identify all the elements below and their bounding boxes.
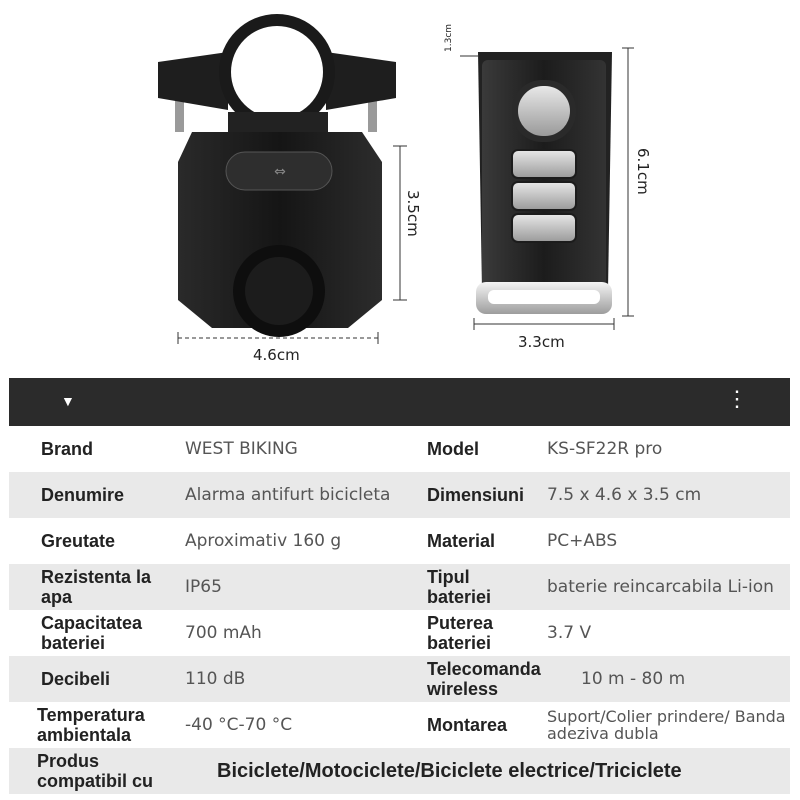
spec-value: 10 m - 80 m xyxy=(581,669,686,689)
alarm-width-label: 4.6cm xyxy=(253,346,300,364)
spec-value: PC+ABS xyxy=(547,531,618,551)
spec-label: Capacitatea bateriei xyxy=(41,613,143,653)
spec-value: 3.7 V xyxy=(547,623,592,643)
spec-value: -40 °C-70 °C xyxy=(185,715,293,735)
table-row xyxy=(9,472,790,518)
spec-label: Decibeli xyxy=(41,669,111,689)
table-row xyxy=(9,702,790,748)
spec-value: Suport/Colier prindere/ Banda adeziva dubla xyxy=(547,707,786,743)
table-row xyxy=(9,564,790,610)
table-row xyxy=(9,426,790,472)
specs-table xyxy=(9,426,790,794)
spec-value: 110 dB xyxy=(185,669,246,689)
remote-height-label: 6.1cm xyxy=(634,148,652,195)
spec-value: Alarma antifurt bicicleta xyxy=(185,485,391,505)
spec-value: Aproximativ 160 g xyxy=(185,531,342,551)
spec-value: IP65 xyxy=(185,577,222,597)
compatibility-value: Biciclete/Motociclete/Biciclete electrice/Triciclete xyxy=(217,759,682,782)
table-row xyxy=(9,748,790,794)
spec-value: KS-SF22R pro xyxy=(547,439,663,459)
spec-value: baterie reincarcabila Li-ion xyxy=(547,577,774,597)
alarm-height-label: 3.5cm xyxy=(404,190,422,237)
spec-value: WEST BIKING xyxy=(185,439,298,459)
remote-thickness-label: 1.3cm xyxy=(444,23,454,52)
table-row xyxy=(9,518,790,564)
spec-label: Dimensiuni xyxy=(427,485,525,505)
spec-label: Telecomanda wireless xyxy=(427,659,541,699)
remote-width-label: 3.3cm xyxy=(518,333,565,351)
spec-label: Material xyxy=(427,531,496,551)
spec-label: Tipul bateriei xyxy=(427,567,492,607)
alarm-unit xyxy=(158,14,396,337)
spec-label: Temperatura ambientala xyxy=(37,705,145,745)
table-row xyxy=(9,610,790,656)
spec-toolbar xyxy=(9,378,790,426)
compatibility-label: Produs compatibil cu xyxy=(37,751,154,791)
spec-label: Puterea bateriei xyxy=(427,613,494,653)
product-illustration xyxy=(0,0,800,378)
spec-label: Rezistenta la apa xyxy=(41,567,152,607)
table-row xyxy=(9,656,790,702)
spec-label: Greutate xyxy=(41,531,116,551)
remote-control xyxy=(476,52,612,314)
more-vertical-icon[interactable]: ⋮ xyxy=(726,386,748,411)
spec-label: Model xyxy=(427,439,479,459)
product-image xyxy=(0,0,800,378)
spec-label: Denumire xyxy=(41,485,125,505)
caret-down-icon[interactable]: ▼ xyxy=(61,393,75,409)
spec-label: Brand xyxy=(41,439,94,459)
spec-value: 700 mAh xyxy=(185,623,262,643)
svg-text:⇔: ⇔ xyxy=(274,164,286,180)
spec-label: Montarea xyxy=(427,715,508,735)
spec-value: 7.5 x 4.6 x 3.5 cm xyxy=(547,485,702,505)
